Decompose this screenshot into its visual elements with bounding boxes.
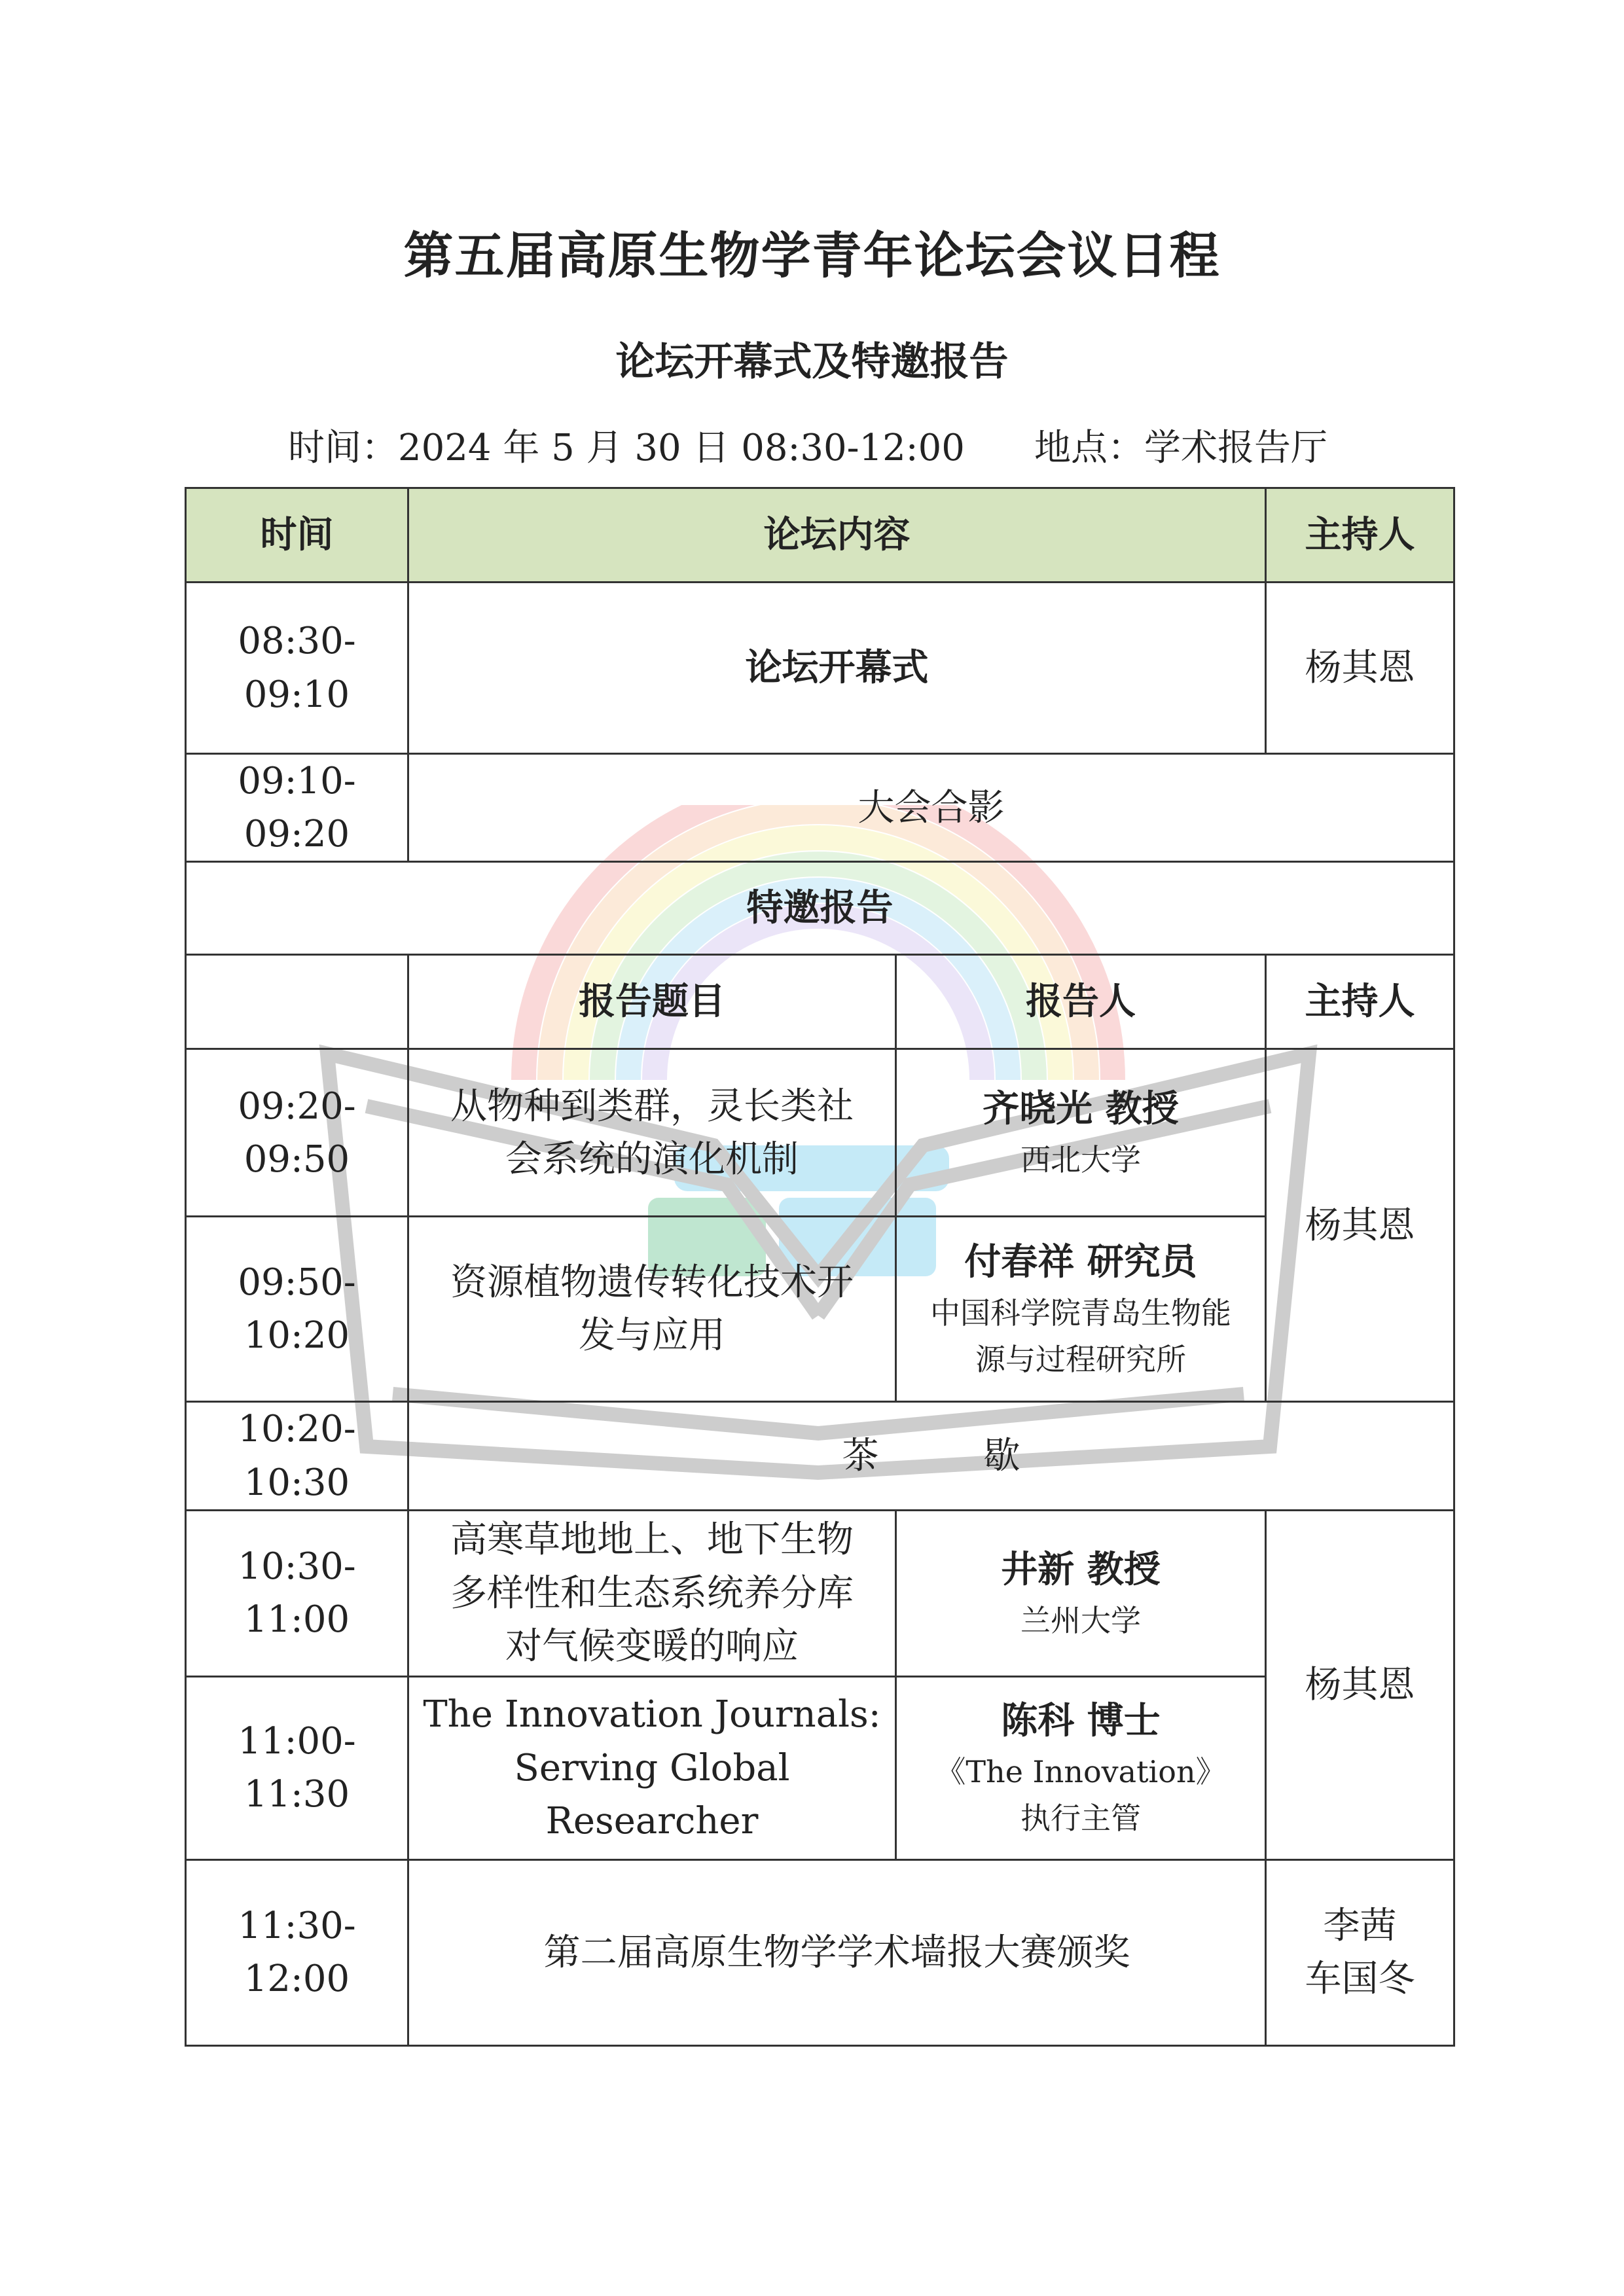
award-host-line: 车国冬 <box>1305 1958 1415 2001</box>
talk-speaker <box>896 1676 1266 1859</box>
award-content: 第二届高原生物学学术墙报大赛颁奖 <box>408 1859 1266 2045</box>
sub-header-speaker: 报告人 <box>896 955 1266 1049</box>
talk-topic <box>408 1510 896 1676</box>
talk-topic <box>408 1676 896 1859</box>
sub-header-host: 主持人 <box>1266 955 1454 1049</box>
table-row <box>186 1859 1454 2045</box>
page-title: 第五届高原生物学青年论坛会议日程 <box>403 226 1221 285</box>
sub-header-row <box>186 955 1454 1049</box>
event-time: 时间：2024 年 5 月 30 日 08:30-12:00 <box>288 427 965 469</box>
talk-topic-line: 发与应用 <box>579 1314 725 1357</box>
talk-topic <box>408 1049 896 1217</box>
photo-content: 大会合影 <box>408 754 1454 862</box>
section-subtitle: 论坛开幕式及特邀报告 <box>615 339 1009 385</box>
opening-time: 08:30-09:10 <box>186 583 408 754</box>
talk-topic-line: 高寒草地地上、地下生物 <box>450 1518 854 1562</box>
talk-time: 09:50-10:20 <box>186 1217 408 1402</box>
speaker-affiliation: 执行主管 <box>1020 1801 1141 1837</box>
talk-speaker <box>896 1049 1266 1217</box>
speaker-name: 付春祥 研究员 <box>964 1241 1197 1284</box>
table-row <box>186 1217 1454 1402</box>
talk-topic-line: 会系统的演化机制 <box>505 1138 799 1181</box>
talk-topic-line: 多样性和生态系统养分库 <box>450 1571 854 1615</box>
talk-topic-line: The Innovation Journals: <box>423 1693 881 1736</box>
table-row <box>186 1049 1454 1217</box>
speaker-affiliation: 源与过程研究所 <box>975 1342 1186 1378</box>
speaker-name: 齐晓光 教授 <box>983 1088 1179 1131</box>
header-content: 论坛内容 <box>408 488 1266 583</box>
talk-topic-line: 资源植物遗传转化技术开 <box>450 1261 854 1304</box>
sub-header-empty <box>186 955 408 1049</box>
speaker-affiliation: 中国科学院青岛生物能 <box>930 1295 1231 1331</box>
table-header-row <box>186 488 1454 583</box>
talk-speaker <box>896 1217 1266 1402</box>
talk-speaker <box>896 1510 1266 1676</box>
table-row <box>186 1676 1454 1859</box>
header-time: 时间 <box>186 488 408 583</box>
section-title: 特邀报告 <box>186 862 1454 955</box>
header-host: 主持人 <box>1266 488 1454 583</box>
speaker-affiliation: 西北大学 <box>1020 1142 1141 1178</box>
table-row <box>186 862 1454 955</box>
sub-header-topic: 报告题目 <box>408 955 896 1049</box>
talk-time: 10:30-11:00 <box>186 1510 408 1676</box>
speaker-name: 井新 教授 <box>1001 1548 1161 1591</box>
host-block: 杨其恩 <box>1266 1049 1454 1402</box>
opening-content: 论坛开幕式 <box>408 583 1266 754</box>
talk-time: 11:00-11:30 <box>186 1676 408 1859</box>
table-row <box>186 754 1454 862</box>
table-row <box>186 583 1454 754</box>
speaker-affiliation: 兰州大学 <box>1020 1602 1141 1638</box>
award-host-line: 李茜 <box>1323 1905 1397 1948</box>
talk-topic-line: 对气候变暖的响应 <box>505 1624 799 1668</box>
break-content <box>408 1402 1454 1510</box>
talk-topic-line: 从物种到类群，灵长类社 <box>450 1085 854 1128</box>
talk-topic-line: Serving Global Researcher <box>514 1746 790 1842</box>
photo-time: 09:10-09:20 <box>186 754 408 862</box>
host-block: 杨其恩 <box>1266 1510 1454 1859</box>
award-time: 11:30-12:00 <box>186 1859 408 2045</box>
opening-host: 杨其恩 <box>1266 583 1454 754</box>
speaker-affiliation: 《The Innovation》 <box>935 1753 1226 1789</box>
table-row <box>186 1402 1454 1510</box>
schedule-table <box>185 487 1455 2047</box>
talk-topic <box>408 1217 896 1402</box>
talk-time: 09:20-09:50 <box>186 1049 408 1217</box>
award-host <box>1266 1859 1454 2045</box>
break-label: 茶歇 <box>842 1434 1125 1477</box>
speaker-name: 陈科 博士 <box>1001 1699 1161 1742</box>
break-time: 10:20-10:30 <box>186 1402 408 1510</box>
event-place: 地点：学术报告厅 <box>1034 427 1327 469</box>
table-row <box>186 1510 1454 1676</box>
